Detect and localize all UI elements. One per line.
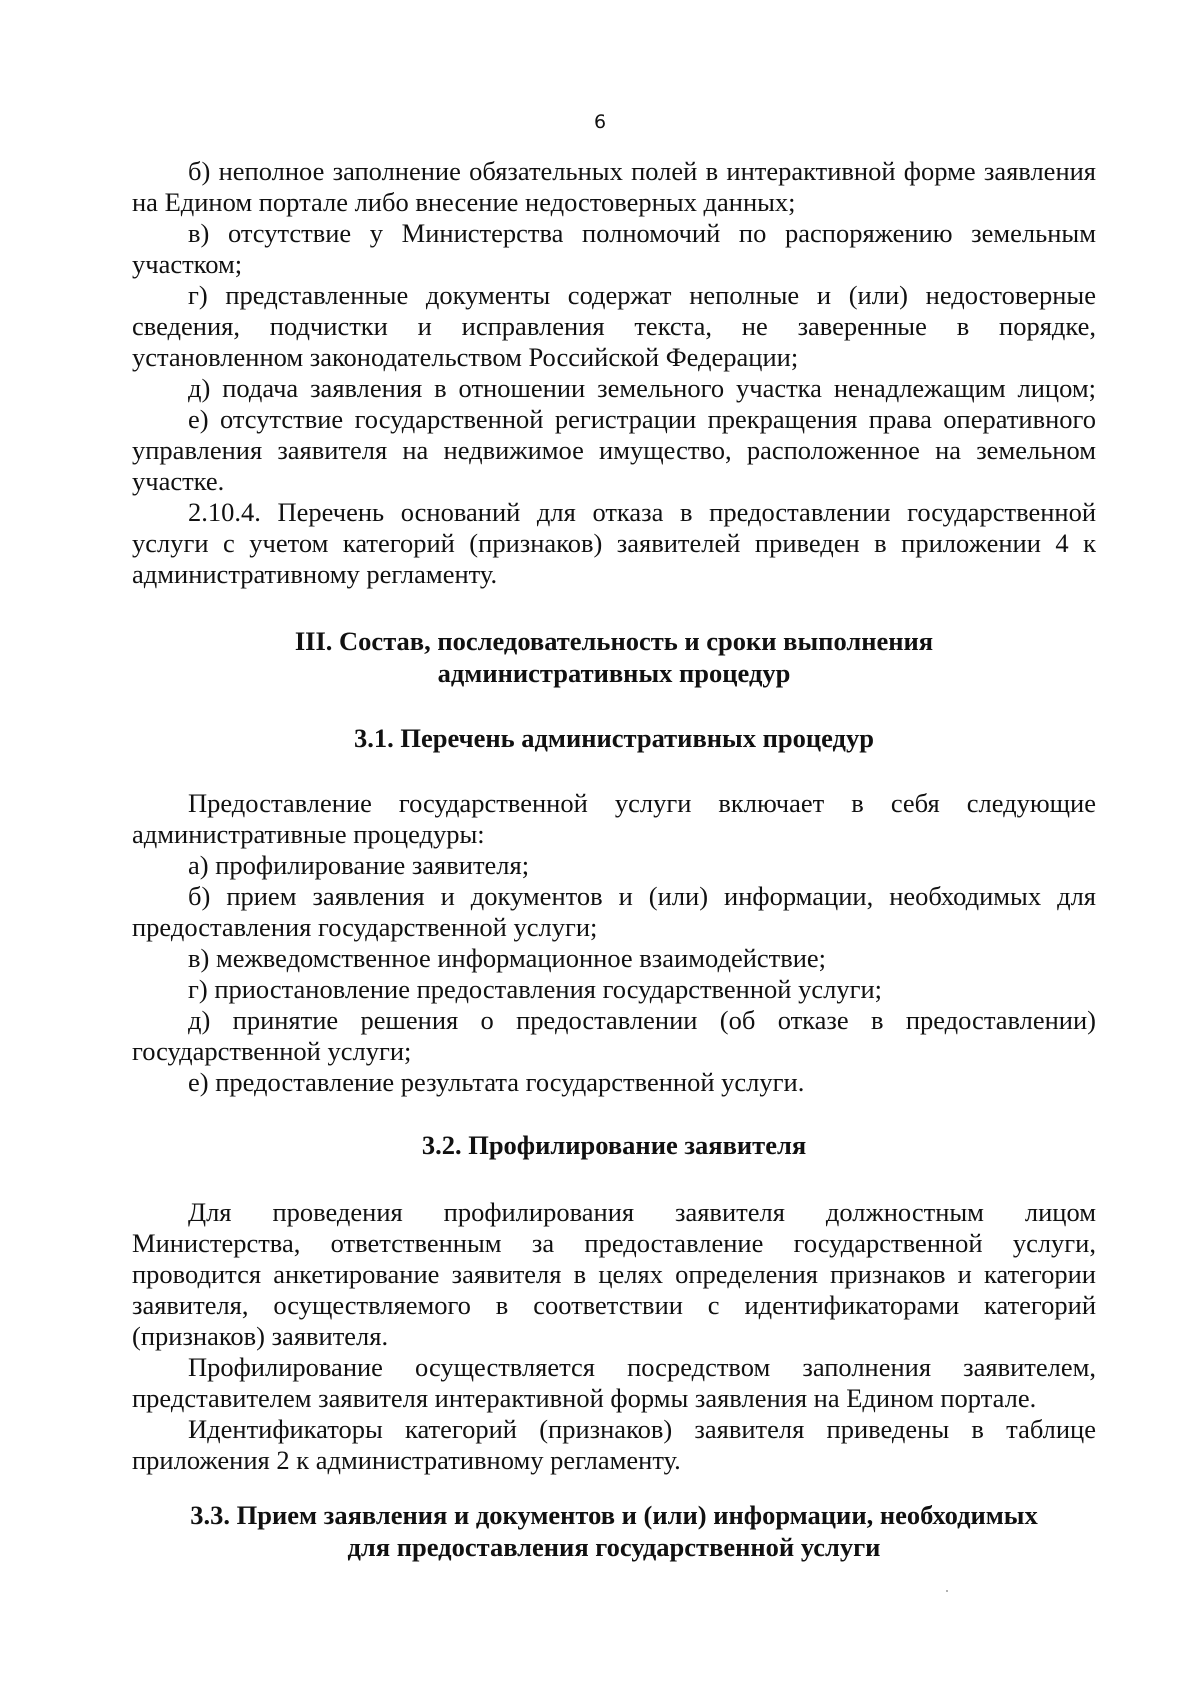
text-line: б) неполное заполнение обязательных полей в интерактивной форме заявления [188, 156, 1096, 186]
subsection-heading-3-1 [132, 722, 1096, 754]
text-line: приложения 2 к административному регламенту. [132, 1445, 681, 1475]
text-line: управления заявителя на недвижимое имущество, расположенное на земельном [132, 435, 1096, 465]
heading-line: для предоставления государственной услуги [347, 1532, 881, 1562]
heading-line: 3.3. Прием заявления и документов и (или) информации, необходимых [190, 1500, 1038, 1530]
text-line: Профилирование осуществляется посредством заполнения заявителем, [188, 1352, 1096, 1382]
refusal-grounds-text [132, 156, 1096, 590]
page-number: 6 [593, 111, 607, 133]
text-line: е) предоставление результата государственной услуги. [188, 1067, 805, 1097]
text-line: участком; [132, 249, 243, 279]
text-line: представителем заявителя интерактивной формы заявления на Едином портале. [132, 1383, 1037, 1413]
section-heading [132, 625, 1096, 689]
text-line: участке. [132, 466, 225, 496]
text-line: на Едином портале либо внесение недостоверных данных; [132, 187, 796, 217]
text-line: государственной услуги; [132, 1036, 412, 1066]
text-line: проводится анкетирование заявителя в целях определения признаков и категории [132, 1259, 1096, 1289]
text-line: а) профилирование заявителя; [188, 850, 530, 880]
text-line: д) подача заявления в отношении земельного участка ненадлежащим лицом; [188, 373, 1096, 403]
text-line: е) отсутствие государственной регистрации прекращения права оперативного [188, 404, 1096, 434]
text-line: Предоставление государственной услуги включает в себя следующие [188, 788, 1096, 818]
heading-line: 3.1. Перечень административных процедур [354, 723, 874, 753]
text-line: б) прием заявления и документов и (или) информации, необходимых для [188, 881, 1096, 911]
text-line: 2.10.4. Перечень оснований для отказа в предоставлении государственной [188, 497, 1096, 527]
heading-line: 3.2. Профилирование заявителя [421, 1130, 807, 1160]
text-line: Идентификаторы категорий (признаков) заявителя приведены в таблице [188, 1414, 1096, 1444]
text-line: д) принятие решения о предоставлении (об отказе в предоставлении) [188, 1005, 1096, 1035]
text-line: установленном законодательством Российской Федерации; [132, 342, 799, 372]
text-line: услуги с учетом категорий (признаков) заявителей приведен в приложении 4 к [132, 528, 1096, 558]
subsection-heading-3-2 [132, 1129, 1096, 1161]
text-line: (признаков) заявителя. [132, 1321, 389, 1351]
text-line: в) межведомственное информационное взаимодействие; [188, 943, 827, 973]
text-line: г) приостановление предоставления государственной услуги; [188, 974, 882, 1004]
heading-line: III. Состав, последовательность и сроки выполнения [294, 626, 934, 656]
text-line: заявителя, осуществляемого в соответствии с идентификаторами категорий [132, 1290, 1096, 1320]
profiling-text [132, 1197, 1096, 1476]
procedures-list-text [132, 788, 1096, 1098]
text-line: Министерства, ответственным за предоставление государственной услуги, [132, 1228, 1096, 1258]
text-line: предоставления государственной услуги; [132, 912, 598, 942]
subsection-heading-3-3 [132, 1499, 1096, 1563]
text-line: административные процедуры: [132, 819, 485, 849]
text-line: г) представленные документы содержат неполные и (или) недостоверные [188, 280, 1096, 310]
scan-speck [946, 1590, 948, 1592]
text-line: административному регламенту. [132, 559, 498, 589]
text-line: сведения, подчистки и исправления текста, не заверенные в порядке, [132, 311, 1096, 341]
text-line: в) отсутствие у Министерства полномочий по распоряжению земельным [188, 218, 1096, 248]
heading-line: административных процедур [437, 658, 791, 688]
text-line: Для проведения профилирования заявителя должностным лицом [188, 1197, 1096, 1227]
